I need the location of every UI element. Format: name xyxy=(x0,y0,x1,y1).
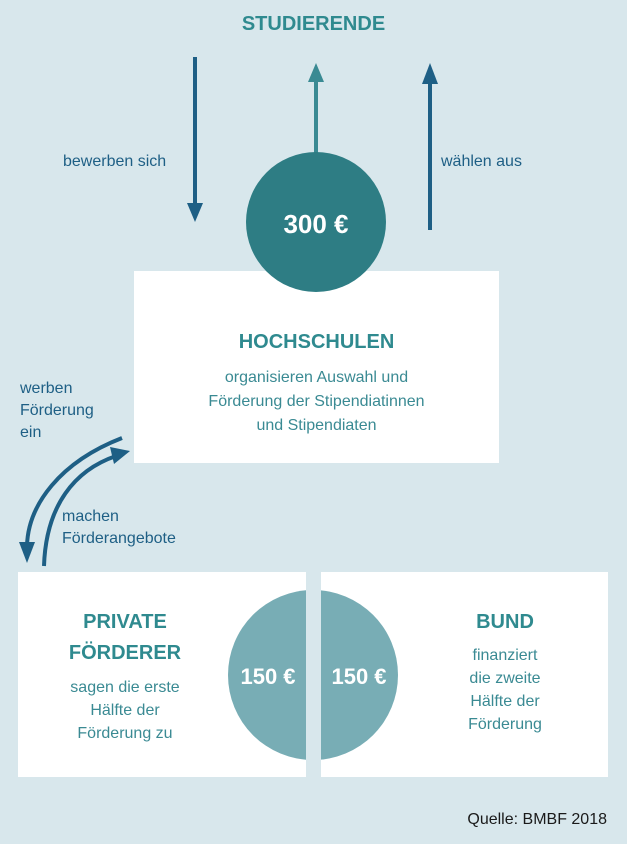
private-title-line-1: PRIVATE xyxy=(83,611,167,633)
federal-description xyxy=(420,644,590,736)
amount-300-label: 300 € xyxy=(283,209,349,239)
label-apply: bewerben sich xyxy=(63,153,167,170)
label-solicit-line-3: ein xyxy=(20,424,42,441)
source-note: Quelle: BMBF 2018 xyxy=(467,811,607,828)
federal-desc-line-1: finanziert xyxy=(472,647,538,664)
private-desc-line-1: sagen die erste xyxy=(70,679,180,696)
arrow-offers-curve xyxy=(44,447,130,566)
amount-federal-label: 150 € xyxy=(331,664,387,689)
universities-description xyxy=(134,366,499,438)
federal-desc-line-4: Förderung xyxy=(468,716,542,733)
amount-circle-300 xyxy=(246,152,386,292)
amount-private-label: 150 € xyxy=(240,664,296,689)
diagram-title: STUDIERENDE xyxy=(241,13,386,35)
federal-title: BUND xyxy=(476,611,534,633)
private-sponsors-description xyxy=(40,676,210,745)
label-offers-line-1: machen xyxy=(62,508,119,525)
arrow-funding-up xyxy=(308,63,324,160)
label-solicit-line-2: Förderung xyxy=(20,402,94,419)
label-select: wählen aus xyxy=(441,153,522,170)
universities-title: HOCHSCHULEN xyxy=(238,331,395,353)
universities-desc-line-2: Förderung der Stipendiatinnen xyxy=(208,393,425,410)
private-title-line-2: FÖRDERER xyxy=(68,642,182,664)
label-offers-line-2: Förderangebote xyxy=(62,530,176,547)
federal-desc-line-3: Hälfte der xyxy=(470,693,540,710)
private-sponsors-title xyxy=(40,607,210,669)
private-desc-line-2: Hälfte der xyxy=(90,702,160,719)
universities-desc-line-3: und Stipendiaten xyxy=(256,417,377,434)
arrow-solicit-curve xyxy=(19,438,122,563)
arrow-select-up xyxy=(422,63,438,230)
universities-desc-line-1: organisieren Auswahl und xyxy=(224,369,409,386)
private-desc-line-3: Förderung zu xyxy=(77,725,173,742)
label-solicit-line-1: werben xyxy=(20,380,73,397)
arrow-apply-down xyxy=(187,57,203,222)
federal-desc-line-2: die zweite xyxy=(469,670,541,687)
